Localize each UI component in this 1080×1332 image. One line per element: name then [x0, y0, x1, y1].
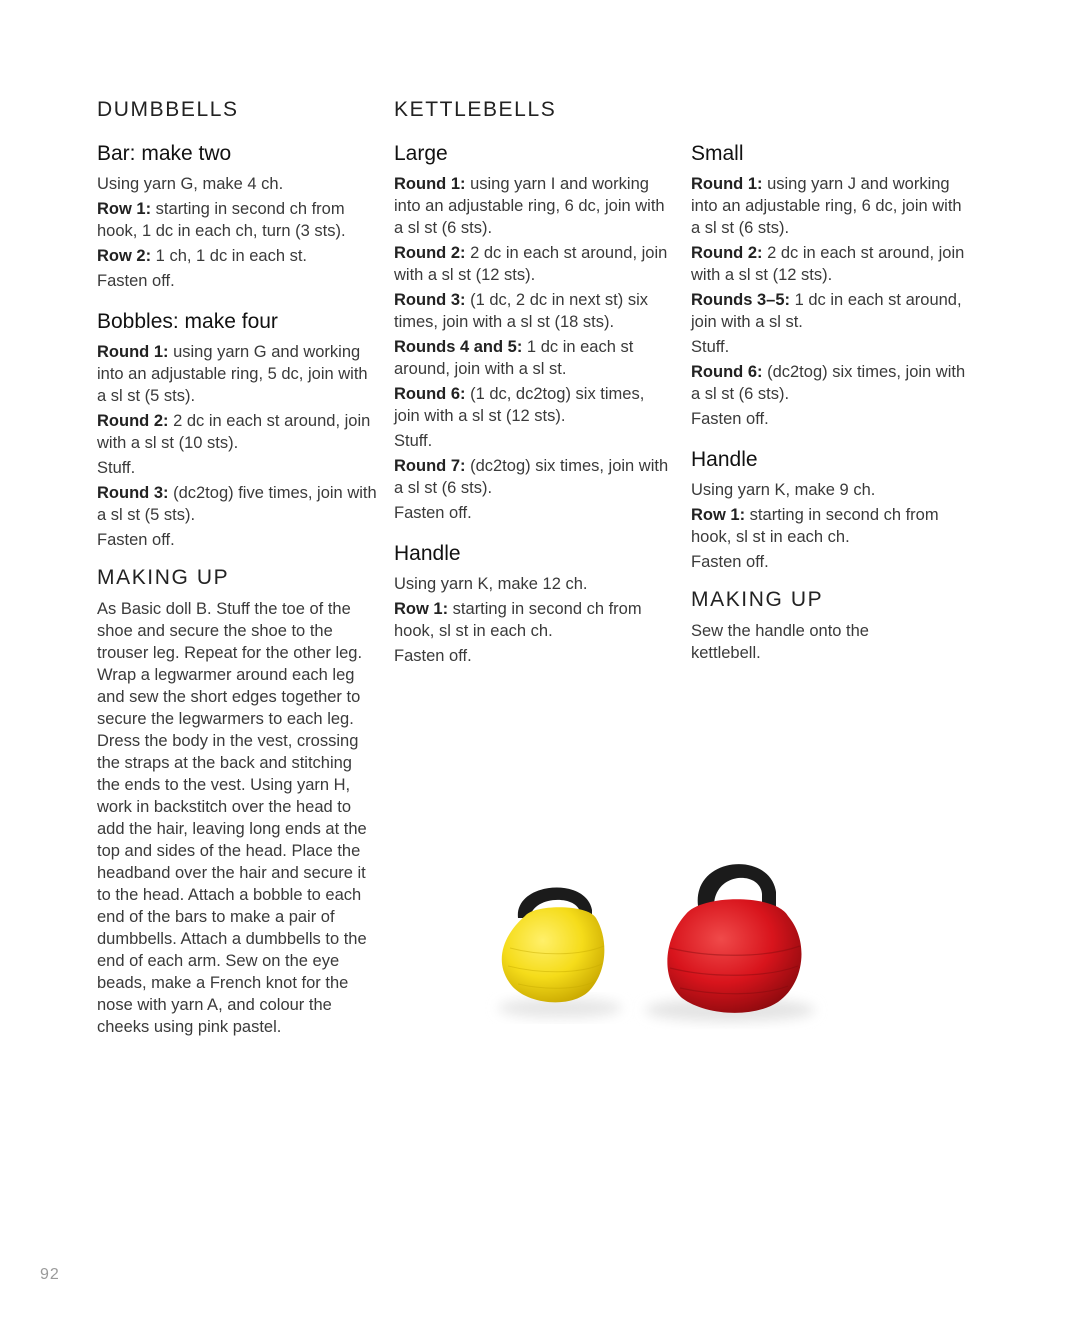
- instruction-line: Using yarn K, make 12 ch.: [394, 575, 588, 593]
- page-number: 92: [40, 1266, 60, 1283]
- instruction-line: Rounds 4 and 5: 1 dc in each st around, join with a sl st.: [394, 338, 634, 378]
- making-up-title: MAKING UP: [97, 566, 230, 589]
- dumbbells-column: [97, 96, 377, 1038]
- kettlebells-photo: [470, 838, 890, 1038]
- instruction-line: Fasten off.: [97, 531, 175, 549]
- instruction-line: Rounds 3–5: 1 dc in each st around, join with a sl st.: [691, 291, 962, 331]
- large-handle-heading: Handle: [394, 542, 461, 565]
- kettlebells-title: KETTLEBELLS: [394, 98, 557, 121]
- kettlebell-making-up-title: MAKING UP: [691, 588, 824, 611]
- instruction-line: Fasten off.: [691, 410, 769, 428]
- instruction-line: Stuff.: [97, 459, 136, 477]
- instruction-line: Fasten off.: [97, 272, 175, 290]
- large-handle-instructions: [394, 573, 674, 667]
- instruction-line: Round 6: (1 dc, dc2tog) six times, join with a sl st (12 sts).: [394, 385, 645, 425]
- instruction-line: Round 1: using yarn J and working into an adjustable ring, 6 dc, join with a sl st (6 sts).: [691, 175, 962, 237]
- instruction-line: Using yarn G, make 4 ch.: [97, 175, 284, 193]
- instruction-line: Round 3: (dc2tog) five times, join with a sl st (5 sts).: [97, 484, 377, 524]
- small-instructions: [691, 173, 971, 430]
- bar-heading: Bar: make two: [97, 142, 232, 165]
- small-heading: Small: [691, 142, 744, 165]
- instruction-line: Row 2: 1 ch, 1 dc in each st.: [97, 247, 308, 265]
- instruction-line: Round 1: using yarn I and working into an adjustable ring, 6 dc, join with a sl st (6 sts).: [394, 175, 665, 237]
- instruction-line: Round 2: 2 dc in each st around, join with a sl st (12 sts).: [394, 244, 668, 284]
- instruction-line: Fasten off.: [394, 504, 472, 522]
- instruction-line: Row 1: starting in second ch from hook, sl st in each ch.: [691, 506, 939, 546]
- instruction-line: Round 2: 2 dc in each st around, join with a sl st (10 sts).: [97, 412, 371, 452]
- small-kettlebell-column: [691, 96, 971, 664]
- large-kettlebell-body: [667, 899, 801, 1013]
- kettlebell-making-up-text: Sew the handle onto the kettlebell.: [691, 622, 869, 662]
- instruction-line: Fasten off.: [394, 647, 472, 665]
- instruction-line: Row 1: starting in second ch from hook, 1 dc in each ch, turn (3 sts).: [97, 200, 346, 240]
- making-up-text: As Basic doll B. Stuff the toe of the shoe and secure the shoe to the trouser leg. Repeat for the other leg. Wrap a legwarmer around each leg and sew the short edges together to secure the legwarmers to each leg. Dress the body in the vest, crossing the straps at the back and stitching the ends to the vest. Using yarn H, work in backstitch over the head to add the hair, leaving long ends at the top and sides of the head. Place the headband over the hair and secure it to the head. Attach a bobble to each end of the bars to make a pair of dumbbells. Attach a dumbbells to the end of each arm. Sew on the eye beads, make a French knot for the nose with yarn A, and colour the cheeks using pink pastel.: [97, 600, 367, 1036]
- large-heading: Large: [394, 142, 448, 165]
- instruction-line: Round 1: using yarn G and working into an adjustable ring, 5 dc, join with a sl st (5 sts).: [97, 343, 368, 405]
- instruction-line: Stuff.: [394, 432, 433, 450]
- instruction-line: Round 2: 2 dc in each st around, join with a sl st (12 sts).: [691, 244, 965, 284]
- instruction-line: Round 7: (dc2tog) six times, join with a sl st (6 sts).: [394, 457, 669, 497]
- bobbles-instructions: [97, 341, 377, 551]
- instruction-line: Stuff.: [691, 338, 730, 356]
- kettlebells-column: [394, 96, 674, 670]
- dumbbells-title: DUMBBELLS: [97, 98, 239, 121]
- instruction-line: Row 1: starting in second ch from hook, sl st in each ch.: [394, 600, 642, 640]
- instruction-line: Round 6: (dc2tog) six times, join with a sl st (6 sts).: [691, 363, 966, 403]
- small-handle-heading: Handle: [691, 448, 758, 471]
- large-instructions: [394, 173, 674, 524]
- bobbles-heading: Bobbles: make four: [97, 310, 278, 333]
- bar-instructions: [97, 173, 377, 292]
- instruction-line: Using yarn K, make 9 ch.: [691, 481, 876, 499]
- instruction-line: Round 3: (1 dc, 2 dc in next st) six times, join with a sl st (18 sts).: [394, 291, 648, 331]
- small-handle-instructions: [691, 479, 971, 573]
- instruction-line: Fasten off.: [691, 553, 769, 571]
